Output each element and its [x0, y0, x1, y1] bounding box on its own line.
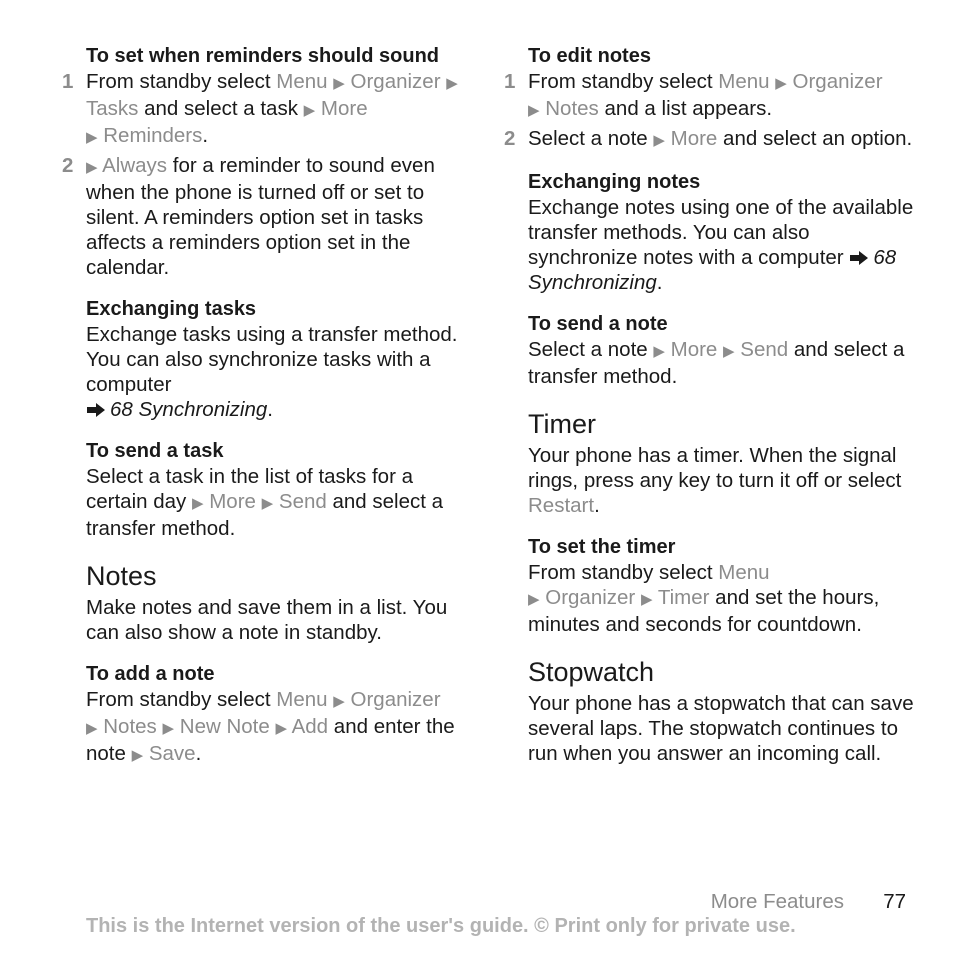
punctuation: .	[195, 742, 202, 765]
punctuation: .	[267, 398, 273, 421]
cross-reference: 68 Synchronizing	[110, 398, 268, 421]
step-text: and a list appears.	[604, 97, 773, 120]
more-link: More	[320, 97, 368, 120]
punctuation: .	[656, 271, 663, 294]
left-column	[62, 44, 476, 768]
set-timer-text	[528, 560, 918, 637]
section-name: More Features	[710, 890, 844, 913]
menu-link: Menu	[718, 70, 770, 93]
reminders-steps	[62, 69, 476, 280]
edit-notes-steps	[504, 69, 918, 153]
triangle-right-icon: ▶	[303, 102, 316, 119]
timer-text	[528, 443, 918, 518]
always-link: Always	[102, 154, 168, 177]
triangle-right-icon: ▶	[528, 591, 540, 608]
add-note-heading: To add a note	[86, 663, 215, 685]
step-number: 2	[62, 154, 74, 177]
reminders-link: Reminders	[103, 124, 203, 147]
more-link: More	[209, 490, 256, 513]
step-text: Select a note	[528, 127, 648, 150]
send-link: Send	[278, 490, 327, 513]
step-number: 1	[62, 70, 74, 93]
add-link: Add	[291, 715, 329, 738]
save-link: Save	[148, 742, 196, 765]
page-number: 77	[883, 890, 906, 913]
organizer-link: Organizer	[545, 586, 636, 609]
paragraph-text: From standby select	[86, 688, 271, 711]
menu-link: Menu	[718, 561, 770, 584]
more-link: More	[670, 338, 718, 361]
paragraph-text: Exchange tasks using a transfer method. You can also synchronize tasks with a computer	[86, 323, 458, 396]
paragraph-text: Select a task in the list of tasks for a certain day	[86, 465, 414, 513]
stopwatch-text: Your phone has a stopwatch that can save several laps. The stopwatch continues to run when you answer an incoming call.	[528, 692, 914, 765]
edit-notes-heading: To edit notes	[528, 45, 651, 67]
menu-link: Menu	[276, 688, 328, 711]
organizer-link: Organizer	[792, 70, 883, 93]
triangle-right-icon: ▶	[86, 159, 98, 176]
edit-notes-step-1	[504, 69, 918, 123]
add-note-text	[86, 687, 476, 768]
exchanging-tasks-text	[86, 322, 476, 422]
paragraph-text: Select a note	[528, 338, 648, 361]
triangle-right-icon: ▶	[333, 693, 345, 710]
send-task-heading: To send a task	[86, 440, 224, 462]
notes-link: Notes	[103, 715, 157, 738]
set-timer-heading: To set the timer	[528, 536, 676, 558]
timer-link: Timer	[657, 586, 710, 609]
send-link: Send	[740, 338, 789, 361]
triangle-right-icon: ▶	[86, 129, 98, 146]
restart-link: Restart	[528, 494, 595, 517]
punctuation: .	[202, 124, 209, 147]
paragraph-text: Your phone has a timer. When the signal rings, press any key to turn it off or select	[528, 444, 902, 492]
send-note-text	[528, 337, 918, 389]
paragraph-text: Exchange notes using one of the available transfer methods. You can also synchronize notes with a computer	[528, 196, 914, 269]
triangle-right-icon: ▶	[653, 343, 665, 360]
new-note-link: New Note	[179, 715, 270, 738]
exchanging-notes-heading: Exchanging notes	[528, 171, 701, 193]
paragraph-text: and set the hours, minutes and seconds for countdown.	[528, 586, 880, 636]
paragraph-text: and select a transfer method.	[86, 490, 444, 540]
organizer-link: Organizer	[350, 70, 441, 93]
right-column	[504, 44, 918, 766]
notes-link: Notes	[545, 97, 599, 120]
triangle-right-icon: ▶	[775, 75, 787, 92]
organizer-link: Organizer	[350, 688, 441, 711]
triangle-right-icon: ▶	[131, 747, 144, 764]
triangle-right-icon: ▶	[261, 495, 274, 512]
step-number: 1	[504, 70, 516, 93]
tasks-link: Tasks	[86, 97, 139, 120]
reminders-step-2	[62, 153, 476, 280]
step-number: 2	[504, 127, 516, 150]
timer-title: Timer	[528, 409, 596, 439]
step-text: for a reminder to sound even when the phone is turned off or set to silent. A reminders option set in tasks affects a reminders option set in the calendar.	[86, 154, 435, 279]
reminders-heading: To set when reminders should sound	[86, 45, 439, 67]
triangle-right-icon: ▶	[333, 75, 345, 92]
notes-title: Notes	[86, 561, 157, 591]
send-note-heading: To send a note	[528, 313, 668, 335]
cross-reference: 68 Synchronizing	[528, 246, 897, 294]
paragraph-text: and select a transfer method.	[528, 338, 905, 388]
step-text: From standby select	[86, 70, 271, 93]
step-text: and select a task	[144, 97, 298, 120]
exchanging-tasks-heading: Exchanging tasks	[86, 298, 257, 320]
paragraph-text: and enter the note	[86, 715, 455, 765]
triangle-right-icon: ▶	[446, 75, 458, 92]
stopwatch-title: Stopwatch	[528, 657, 655, 687]
more-link: More	[670, 127, 718, 150]
triangle-right-icon: ▶	[723, 343, 735, 360]
paragraph-text: From standby select	[528, 561, 713, 584]
step-text: and select an option.	[723, 127, 913, 150]
reminders-step-1	[62, 69, 476, 150]
pointing-arrow-icon	[849, 251, 869, 265]
disclaimer: This is the Internet version of the user's guide. © Print only for private use.	[86, 915, 796, 937]
notes-text: Make notes and save them in a list. You can also show a note in standby.	[86, 596, 448, 644]
triangle-right-icon: ▶	[162, 720, 175, 737]
triangle-right-icon: ▶	[191, 495, 204, 512]
triangle-right-icon: ▶	[653, 132, 665, 149]
menu-link: Menu	[276, 70, 328, 93]
triangle-right-icon: ▶	[275, 720, 288, 737]
triangle-right-icon: ▶	[640, 591, 653, 608]
pointing-arrow-icon	[86, 403, 106, 417]
send-task-text	[86, 464, 476, 541]
exchanging-notes-text	[528, 195, 918, 295]
punctuation: .	[594, 494, 600, 517]
triangle-right-icon: ▶	[86, 720, 98, 737]
page-footer	[0, 889, 954, 915]
triangle-right-icon: ▶	[528, 102, 540, 119]
edit-notes-step-2	[504, 126, 918, 153]
step-text: From standby select	[528, 70, 713, 93]
